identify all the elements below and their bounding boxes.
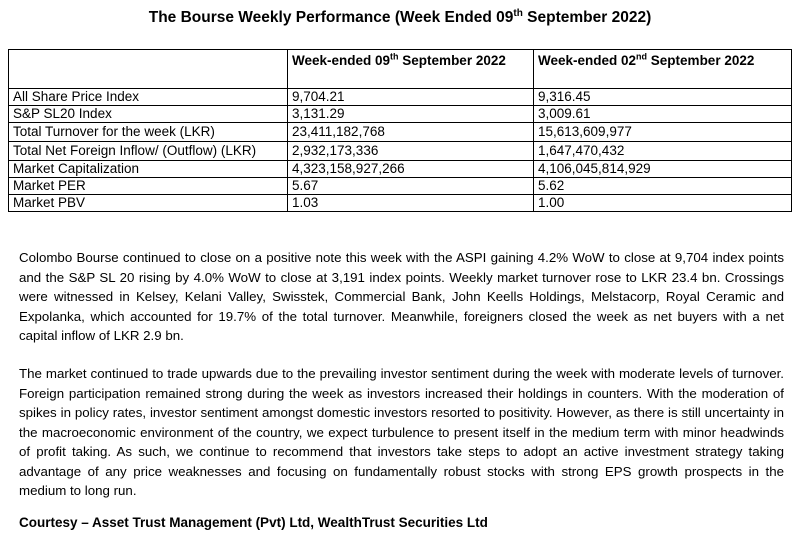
header-text: Week-ended 09	[292, 53, 391, 68]
table-row	[9, 195, 792, 212]
row-value-previous: 9,316.45	[534, 89, 792, 106]
header-text-end: September 2022	[398, 53, 506, 68]
row-value-current: 3,131.29	[288, 106, 534, 123]
row-label: S&P SL20 Index	[9, 106, 288, 123]
row-value-current: 23,411,182,768	[288, 123, 534, 142]
header-current-week	[288, 50, 534, 89]
header-superscript: nd	[636, 51, 648, 62]
table-row	[9, 123, 792, 142]
row-value-current: 1.03	[288, 195, 534, 212]
row-value-current: 9,704.21	[288, 89, 534, 106]
page-title	[0, 8, 800, 28]
header-previous-week	[534, 50, 792, 89]
row-value-current: 5.67	[288, 178, 534, 195]
title-text: The Bourse Weekly Performance (Week Ended 09	[148, 9, 514, 26]
title-superscript: th	[513, 7, 523, 19]
row-label: Market Capitalization	[9, 161, 288, 178]
row-value-previous: 3,009.61	[534, 106, 792, 123]
table-row	[9, 106, 792, 123]
row-value-current: 4,323,158,927,266	[288, 161, 534, 178]
row-label: Total Turnover for the week (LKR)	[9, 123, 288, 142]
row-value-previous: 15,613,609,977	[534, 123, 792, 142]
row-label: All Share Price Index	[9, 89, 288, 106]
header-blank-cell	[9, 50, 288, 89]
row-value-previous: 1.00	[534, 195, 792, 212]
header-text: Week-ended 02	[538, 53, 637, 68]
market-summary-paragraph: Colombo Bourse continued to close on a positive note this week with the ASPI gaining 4.2% WoW to close at 9,704 index points and the S&P SL 20 rising by 4.0% WoW to close at 3,191 index points. Weekly market turnover rose to LKR 23.4 bn. Crossings were witnessed in Kelsey, Kelani Valley, Swisstek, Commercial Bank, John Keells Holdings, Melstacorp, Royal Ceramic and Expolanka, which accounted for 19.7% of the total turnover. Meanwhile, foreigners closed the week as net buyers with a net capital inflow of LKR 2.9 bn.	[19, 250, 784, 343]
table-row	[9, 142, 792, 161]
row-value-previous: 4,106,045,814,929	[534, 161, 792, 178]
courtesy-note: Courtesy – Asset Trust Management (Pvt) Ltd, WealthTrust Securities Ltd	[19, 515, 488, 530]
row-value-current: 2,932,173,336	[288, 142, 534, 161]
title-text-end: September 2022)	[522, 9, 652, 26]
row-value-previous: 5.62	[534, 178, 792, 195]
header-text-end: September 2022	[647, 53, 755, 68]
table-row	[9, 161, 792, 178]
market-outlook-paragraph: The market continued to trade upwards due to the prevailing investor sentiment during the week with moderate levels of turnover. Foreign participation remained strong during the week as investors increased their holdings in counters. With the moderation of spikes in policy rates, investor sentiment amongst domestic investors resorted to positivity. However, as there is still uncertainty in the macroeconomic environment of the country, we expect turbulence to present itself in the medium term with minor headwinds of profit taking. As such, we continue to recommend that investors take steps to adopt an active investment strategy taking advantage of any price weaknesses and focusing on fundamentally robust stocks with strong EPS growth prospects in the medium to long run.	[19, 366, 784, 498]
row-value-previous: 1,647,470,432	[534, 142, 792, 161]
header-superscript: th	[390, 51, 399, 62]
row-label: Total Net Foreign Inflow/ (Outflow) (LKR)	[9, 142, 288, 161]
table-header-row	[9, 50, 792, 89]
performance-table	[8, 49, 792, 212]
row-label: Market PBV	[9, 195, 288, 212]
row-label: Market PER	[9, 178, 288, 195]
table-row	[9, 89, 792, 106]
table-row	[9, 178, 792, 195]
